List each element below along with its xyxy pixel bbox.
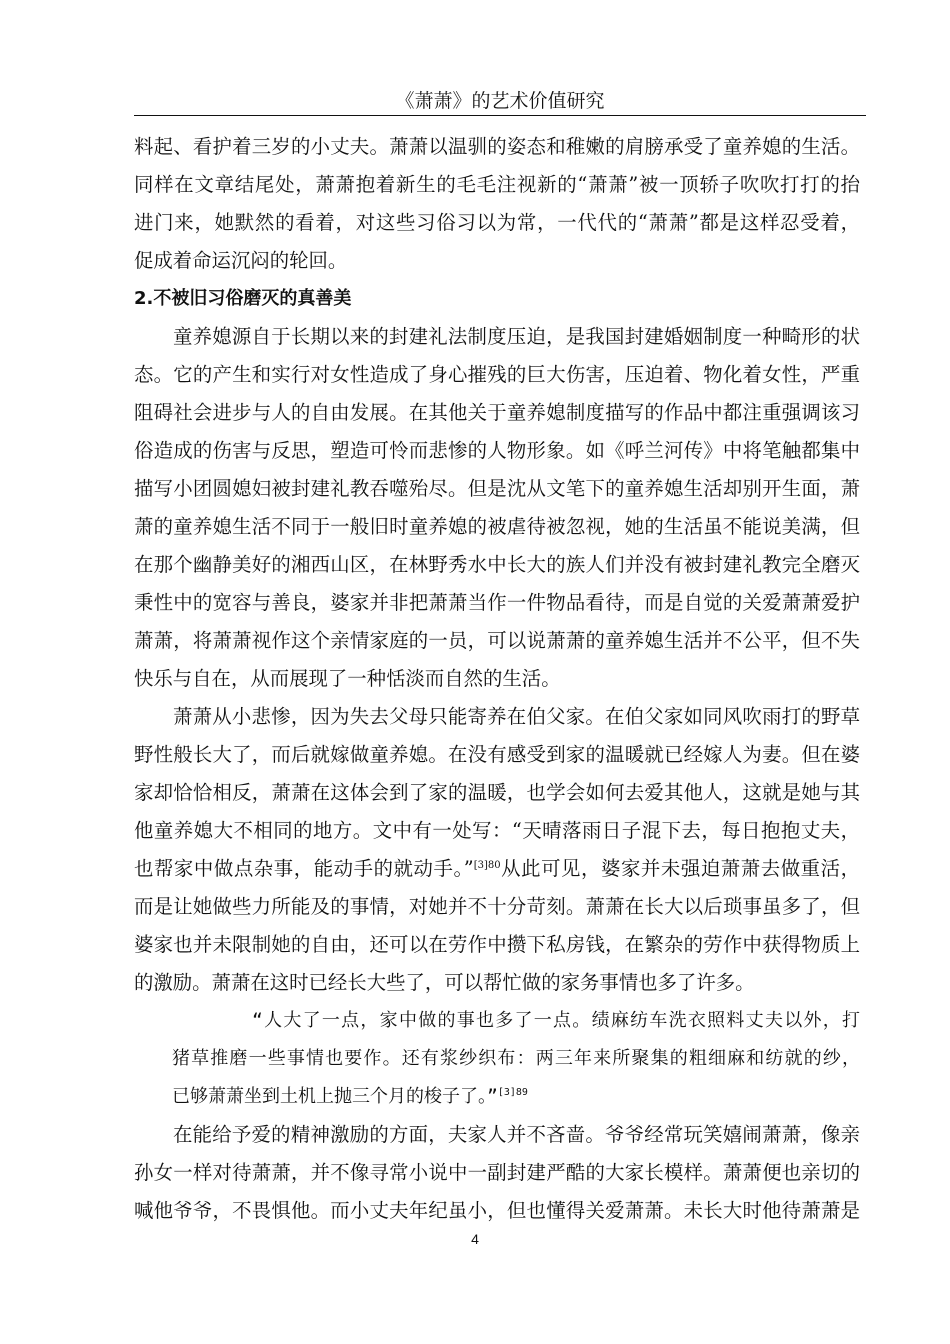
text-line: 秉性中的宽容与善良，婆家并非把萧萧当作一件物品看待，而是自觉的关爱萧萧爱护: [134, 591, 860, 614]
text-line: 在能给予爱的精神激励的方面，夫家人并不吝啬。爷爷经常玩笑嬉闹萧萧，像亲: [173, 1123, 860, 1146]
section-heading: 2.不被旧习俗磨灭的真善美: [134, 288, 352, 309]
quote-fragment: 已够萧萧坐到土机上抛三个月的梭子了。”: [172, 1086, 498, 1107]
page-number: 4: [471, 1231, 479, 1247]
body-text: [134, 128, 860, 1230]
text-line: 家却恰恰相反，萧萧在这体会到了家的温暖，也学会如何去爱其他人，这就是她与其: [134, 781, 860, 804]
text-line: 料起、看护着三岁的小丈夫。萧萧以温驯的姿态和稚嫩的肩膀承受了童养媳的生活。: [134, 135, 860, 158]
text-line-with-citation: [134, 850, 860, 888]
text-line: 婆家也并未限制她的自由，还可以在劳作中攒下私房钱，在繁杂的劳作中获得物质上: [134, 933, 860, 956]
paragraph-4: [134, 1116, 860, 1230]
text-line: 萧的童养媳生活不同于一般旧时童养媳的被虐待被忽视，她的生活虽不能说美满，但: [134, 515, 860, 538]
header-rule: [134, 115, 866, 116]
text-line: 野性般长大了，而后就嫁做童养媳。在没有感受到家的温暖就已经嫁人为妻。但在婆: [134, 743, 860, 766]
text-line: 萧萧，将萧萧视作这个亲情家庭的一员，可以说萧萧的童养媳生活并不公平，但不失: [134, 629, 860, 652]
quote-line: “人大了一点，家中做的事也多了一点。绩麻纺车洗衣照料丈夫以外，打: [252, 1010, 860, 1031]
text-line: 萧萧从小悲惨，因为失去父母只能寄养在伯父家。在伯父家如同风吹雨打的野草: [173, 705, 860, 728]
text-line: 的激励。萧萧在这时已经长大些了，可以帮忙做的家务事情也多了许多。: [134, 971, 755, 994]
text-line: 童养媳源自于长期以来的封建礼法制度压迫，是我国封建婚姻制度一种畸形的状: [173, 325, 860, 348]
citation-superscript: [3]89: [497, 1087, 528, 1098]
running-header: 《萧萧》的艺术价值研究: [395, 90, 605, 112]
text-line: 进门来，她默然的看着，对这些习俗习以为常，一代代的“萧萧”都是这样忍受着，: [134, 211, 860, 234]
text-line: 孙女一样对待萧萧，并不像寻常小说中一副封建严酷的大家长模样。萧萧便也亲切的: [134, 1161, 860, 1184]
paragraph-2: [134, 318, 860, 698]
quote-line-with-citation: [134, 1078, 860, 1116]
text-line: 同样在文章结尾处，萧萧抱着新生的毛毛注视新的“萧萧”被一顶轿子吹吹打打的抬: [134, 173, 860, 196]
text-line: 快乐与自在，从而展现了一种恬淡而自然的生活。: [134, 667, 561, 690]
citation-superscript: [3]80: [473, 860, 501, 871]
text-line: 俗造成的伤害与反思，塑造可怜而悲惨的人物形象。如《呼兰河传》中将笔触都集中: [134, 439, 860, 462]
text-line: 而是让她做些力所能及的事情，对她并不十分苛刻。萧萧在长大以后琐事虽多了，但: [134, 895, 860, 918]
text-line: 促成着命运沉闷的轮回。: [134, 249, 348, 272]
text-line: 描写小团圆媳妇被封建礼教吞噬殆尽。但是沈从文笔下的童养媳生活却别开生面，萧: [134, 477, 860, 500]
text-line: 喊他爷爷，不畏惧他。而小丈夫年纪虽小，但也懂得关爱萧萧。未长大时他待萧萧是: [134, 1199, 860, 1222]
paragraph-3: [134, 698, 860, 1002]
paragraph-1: [134, 128, 860, 280]
text-line: 阻碍社会进步与人的自由发展。在其他关于童养媳制度描写的作品中都注重强调该习: [134, 401, 860, 424]
text-line: 他童养媳大不相同的地方。文中有一处写：“天晴落雨日子混下去，每日抱抱丈夫，: [134, 819, 860, 842]
quote-line: 猪草推磨一些事情也要作。还有浆纱织布：两三年来所聚集的粗细麻和纺就的纱，: [172, 1048, 860, 1069]
text-line: 在那个幽静美好的湘西山区，在林野秀水中长大的族人们并没有被封建礼教完全磨灭: [134, 553, 860, 576]
block-quote: [134, 1002, 860, 1116]
text-fragment: 从此可见，婆家并未强迫萧萧去做重活，: [500, 857, 861, 880]
quote-fragment: 也帮家中做点杂事，能动手的就动手。”: [134, 857, 474, 880]
text-line: 态。它的产生和实行对女性造成了身心摧残的巨大伤害，压迫着、物化着女性，严重: [134, 363, 860, 386]
